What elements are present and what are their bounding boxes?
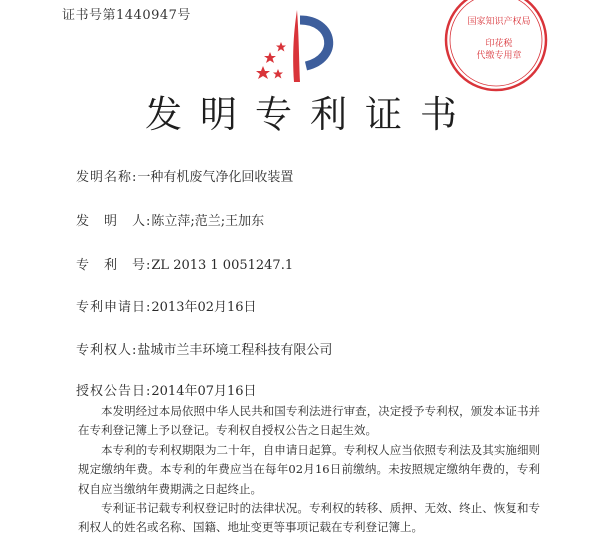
certificate-number: 证书号第1440947号 — [62, 8, 191, 23]
field-value: 盐城市兰丰环境工程科技有限公司 — [137, 343, 333, 358]
logo-star — [273, 69, 283, 79]
field-value: 2014年07月16日 — [151, 384, 257, 399]
seal-text — [466, 16, 532, 62]
field-patent-number — [76, 254, 293, 273]
field-value: 一种有机废气净化回收装置 — [137, 170, 294, 185]
logo-star — [276, 42, 286, 52]
seal-bottom-text: 代缴专用章 — [476, 51, 522, 61]
field-grant-date — [76, 380, 257, 399]
field-patentee — [76, 339, 332, 358]
certificate-body — [78, 402, 540, 538]
body-paragraph: 本专利的专利权期限为二十年，自申请日起算。专利权人应当依照专利法及其实施细则规定缴纳年费。本专利的年费应当在每年02月16日前缴纳。未按照规定缴纳年费的，专利权自应当缴纳年费期满之日起终止。 — [78, 442, 540, 496]
field-label: 发明名称: — [76, 170, 138, 185]
field-label: 专利权人: — [76, 343, 138, 358]
field-value: ZL 2013 1 0051247.1 — [151, 258, 294, 273]
field-label: 专利申请日: — [76, 300, 152, 315]
seal-top-text: 国家知识产权局 — [467, 17, 531, 27]
body-paragraph: 本发明经过本局依照中华人民共和国专利法进行审查，决定授予专利权，颁发本证书并在专利登记簿上予以登记。专利权自授权公告之日起生效。 — [78, 404, 540, 438]
field-filing-date — [76, 296, 257, 315]
field-inventors — [76, 210, 264, 229]
page-title: 发明专利证书 — [145, 93, 475, 136]
cnipa-logo-icon — [250, 8, 346, 88]
field-invention-name — [76, 166, 293, 185]
body-paragraph: 专利证书记载专利权登记时的法律状况。专利权的转移、质押、无效、终止、恢复和专利权人的姓名或名称、国籍、地址变更等事项记载在专利登记簿上。 — [78, 501, 540, 535]
field-value: 陈立萍;范兰;王加东 — [151, 214, 265, 229]
field-label: 发 明 人: — [76, 214, 152, 229]
field-value: 2013年02月16日 — [151, 300, 257, 315]
field-label: 专 利 号: — [76, 258, 152, 273]
logo-star — [256, 66, 270, 79]
logo-star — [264, 52, 276, 63]
seal-middle-text: 印花税 — [485, 39, 513, 49]
logo-flame — [293, 10, 300, 82]
field-label: 授权公告日: — [76, 384, 152, 399]
logo-arc — [300, 20, 329, 66]
